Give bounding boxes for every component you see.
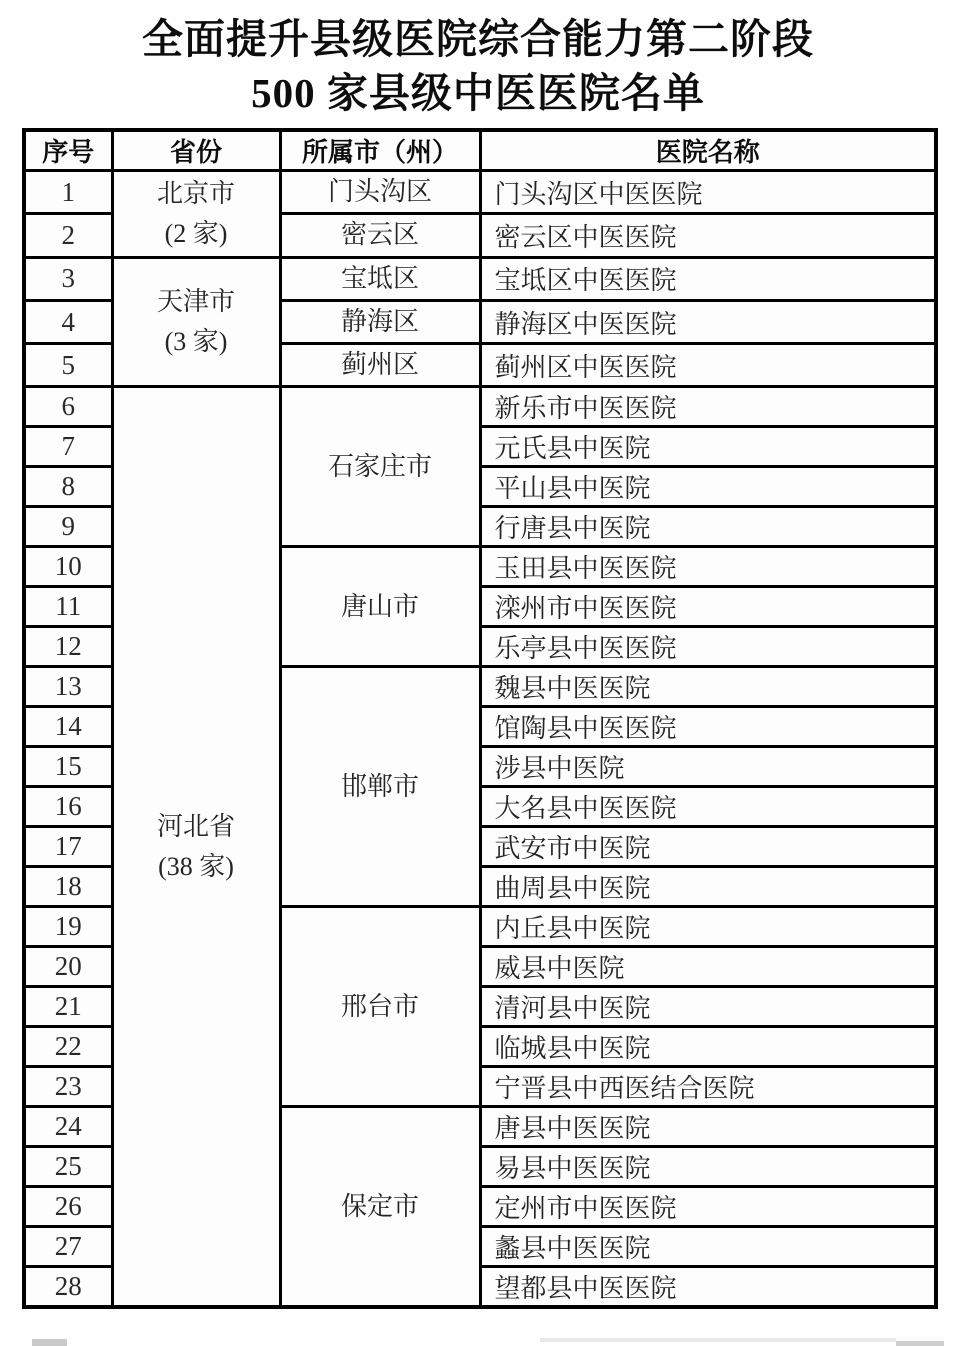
- hospital-name-cell: 宁晋县中西医结合医院: [480, 1067, 936, 1107]
- hospital-name-cell: 门头沟区中医医院: [480, 171, 936, 214]
- province-cell: [112, 387, 280, 1308]
- city-cell: 蓟州区: [280, 344, 480, 387]
- province-cell: [112, 171, 280, 258]
- hospital-name-cell: 馆陶县中医医院: [480, 707, 936, 747]
- cutoff-next-row-fragment-left: [32, 1339, 67, 1346]
- city-cell: 宝坻区: [280, 257, 480, 300]
- hospital-name-cell: 易县中医医院: [480, 1147, 936, 1187]
- hospital-name-cell: 平山县中医院: [480, 467, 936, 507]
- hospital-name-cell: 静海区中医医院: [480, 300, 936, 343]
- province-cell: [112, 257, 280, 387]
- hospital-table: [22, 128, 938, 1309]
- row-number-cell: 7: [24, 427, 112, 467]
- row-number-cell: 18: [24, 867, 112, 907]
- hospital-name-cell: 涉县中医院: [480, 747, 936, 787]
- row-number-cell: 23: [24, 1067, 112, 1107]
- header-hospital-name: 医院名称: [480, 130, 936, 171]
- hospital-name-cell: 乐亭县中医医院: [480, 627, 936, 667]
- hospital-name-cell: 新乐市中医医院: [480, 387, 936, 427]
- row-number-cell: 10: [24, 547, 112, 587]
- row-number-cell: 17: [24, 827, 112, 867]
- hospital-name-cell: 魏县中医医院: [480, 667, 936, 707]
- row-number-cell: 5: [24, 344, 112, 387]
- hospital-name-cell: 行唐县中医院: [480, 507, 936, 547]
- table-row: [24, 387, 936, 427]
- table-header-row: [24, 130, 936, 171]
- hospital-name-cell: 滦州市中医医院: [480, 587, 936, 627]
- header-province: 省份: [112, 130, 280, 171]
- hospital-name-cell: 临城县中医院: [480, 1027, 936, 1067]
- row-number-cell: 8: [24, 467, 112, 507]
- row-number-cell: 20: [24, 947, 112, 987]
- row-number-cell: 3: [24, 257, 112, 300]
- row-number-cell: 14: [24, 707, 112, 747]
- cutoff-next-row-fragment-middle: [540, 1338, 896, 1342]
- city-cell: 邯郸市: [280, 667, 480, 907]
- hospital-name-cell: 内丘县中医院: [480, 907, 936, 947]
- row-number-cell: 11: [24, 587, 112, 627]
- hospital-name-cell: 唐县中医医院: [480, 1107, 936, 1147]
- row-number-cell: 15: [24, 747, 112, 787]
- table-body: [24, 171, 936, 1308]
- province-name: 天津市: [156, 286, 235, 316]
- hospital-name-cell: 宝坻区中医医院: [480, 257, 936, 300]
- city-cell: 邢台市: [280, 907, 480, 1107]
- province-count: (38 家): [158, 851, 234, 881]
- row-number-cell: 9: [24, 507, 112, 547]
- cutoff-next-row-fragment-right: [896, 1341, 944, 1346]
- hospital-name-cell: 武安市中医院: [480, 827, 936, 867]
- row-number-cell: 22: [24, 1027, 112, 1067]
- hospital-name-cell: 蓟州区中医医院: [480, 344, 936, 387]
- city-cell: 密云区: [280, 214, 480, 257]
- row-number-cell: 19: [24, 907, 112, 947]
- row-number-cell: 6: [24, 387, 112, 427]
- row-number-cell: 1: [24, 171, 112, 214]
- city-cell: 静海区: [280, 300, 480, 343]
- city-cell: 唐山市: [280, 547, 480, 667]
- province-count: (3 家): [164, 327, 228, 357]
- city-cell: 保定市: [280, 1107, 480, 1308]
- row-number-cell: 21: [24, 987, 112, 1027]
- header-city: 所属市（州）: [280, 130, 480, 171]
- hospital-name-cell: 威县中医院: [480, 947, 936, 987]
- row-number-cell: 12: [24, 627, 112, 667]
- hospital-name-cell: 蠡县中医医院: [480, 1227, 936, 1267]
- title-line-1: 全面提升县级医院综合能力第二阶段: [142, 16, 814, 62]
- city-cell: 石家庄市: [280, 387, 480, 547]
- hospital-name-cell: 定州市中医医院: [480, 1187, 936, 1227]
- row-number-cell: 13: [24, 667, 112, 707]
- header-seq-number: 序号: [24, 130, 112, 171]
- title-line-2: 500 家县级中医医院名单: [251, 70, 705, 117]
- row-number-cell: 26: [24, 1187, 112, 1227]
- row-number-cell: 25: [24, 1147, 112, 1187]
- table-row: [24, 171, 936, 214]
- hospital-name-cell: 曲周县中医院: [480, 867, 936, 907]
- row-number-cell: 24: [24, 1107, 112, 1147]
- document-title: [0, 0, 956, 120]
- row-number-cell: 4: [24, 300, 112, 343]
- row-number-cell: 27: [24, 1227, 112, 1267]
- row-number-cell: 2: [24, 214, 112, 257]
- row-number-cell: 28: [24, 1267, 112, 1308]
- row-number-cell: 16: [24, 787, 112, 827]
- city-cell: 门头沟区: [280, 171, 480, 214]
- province-name: 河北省: [156, 811, 235, 841]
- hospital-name-cell: 玉田县中医医院: [480, 547, 936, 587]
- hospital-name-cell: 清河县中医院: [480, 987, 936, 1027]
- hospital-name-cell: 望都县中医医院: [480, 1267, 936, 1308]
- province-name: 北京市: [156, 178, 235, 208]
- table-row: [24, 257, 936, 300]
- hospital-name-cell: 元氏县中医院: [480, 427, 936, 467]
- province-count: (2 家): [164, 218, 228, 248]
- hospital-name-cell: 密云区中医医院: [480, 214, 936, 257]
- hospital-name-cell: 大名县中医医院: [480, 787, 936, 827]
